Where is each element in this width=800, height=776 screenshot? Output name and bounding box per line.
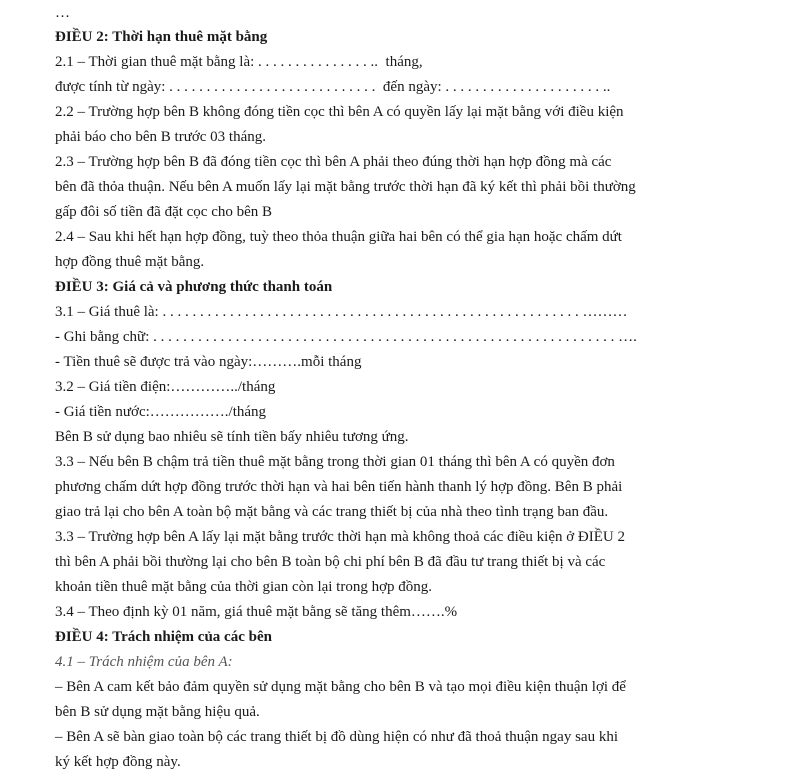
clause-3-3-line-3: giao trả lại cho bên A toàn bộ mặt bằng và các trang thiết bị của nhà theo tình trạng ban đầu. [55, 504, 609, 520]
clause-4-1-item-2-line-2: ký kết hợp đồng này. [55, 754, 181, 770]
clause-4-1-item-1-line-1: – Bên A cam kết bảo đảm quyền sử dụng mặt bằng cho bên B và tạo mọi điều kiện thuận lợi để [55, 679, 626, 695]
clause-2-1-line-2: được tính từ ngày: . . . . . . . . . . . . . . . . . . . . . . . . . . . . đến ngày: . . . . . . . . . . . . . . . . . . . . . .. [55, 79, 611, 95]
clause-3-1-rent-price: 3.1 – Giá thuê là: . . . . . . . . . . . . . . . . . . . . . . . . . . . . . . . . . . . . . . . . . . . . . . . . . . . . . . . . ……… [55, 304, 628, 320]
clause-4-1-item-2-line-1: – Bên A sẽ bàn giao toàn bộ các trang thiết bị đồ dùng hiện có như đã thoả thuận ngay sau khi [55, 729, 619, 745]
clause-3-3b-line-1: 3.3 – Trường hợp bên A lấy lại mặt bằng trước thời hạn mà không thoả các điều kiện ở ĐIỀU 2 [55, 529, 625, 545]
clause-4-1-subheading: 4.1 – Trách nhiệm của bên A: [55, 654, 233, 670]
clause-2-3-line-3: gấp đôi số tiền đã đặt cọc cho bên B [55, 204, 273, 220]
clause-3-3-line-2: phương chấm dứt hợp đồng trước thời hạn và hai bên tiến hành thanh lý hợp đồng. Bên B phải [55, 479, 623, 495]
clause-4-1-item-1-line-2: bên B sử dụng mặt bằng hiệu quả. [55, 704, 260, 720]
clause-3-3b-line-2: thì bên A phải bồi thường lại cho bên B toàn bộ chi phí bên B đã đầu tư trang thiết bị và các [55, 554, 606, 570]
clause-3-2-usage-note: Bên B sử dụng bao nhiêu sẽ tính tiền bấy nhiêu tương ứng. [55, 429, 409, 445]
clause-3-1-amount-in-words: - Ghi bằng chữ: . . . . . . . . . . . . . . . . . . . . . . . . . . . . . . . . . . . . . . . . . . . . . . . . . . . . . . . . . . . . . . …. [55, 329, 637, 345]
article-3-heading: ĐIỀU 3: Giá cả và phương thức thanh toán [55, 279, 333, 295]
article-2-heading: ĐIỀU 2: Thời hạn thuê mặt bằng [55, 29, 268, 45]
clause-2-3-line-2: bên đã thỏa thuận. Nếu bên A muốn lấy lại mặt bằng trước thời hạn đã ký kết thì phải bồi thường [55, 179, 636, 195]
clause-3-3b-line-3: khoản tiền thuê mặt bằng của thời gian còn lại trong hợp đồng. [55, 579, 433, 595]
ellipsis-marker: … [55, 5, 70, 21]
clause-3-2-water: - Giá tiền nước:……………./tháng [55, 404, 267, 420]
clause-2-4-line-1: 2.4 – Sau khi hết hạn hợp đồng, tuỳ theo thỏa thuận giữa hai bên có thể gia hạn hoặc chấm dứt [55, 229, 622, 245]
clause-2-2-line-1: 2.2 – Trường hợp bên B không đóng tiền cọc thì bên A có quyền lấy lại mặt bằng với điều kiện [55, 104, 624, 120]
clause-3-4: 3.4 – Theo định kỳ 01 năm, giá thuê mặt bằng sẽ tăng thêm…….% [55, 604, 458, 620]
clause-2-2-line-2: phải báo cho bên B trước 03 tháng. [55, 129, 267, 145]
clause-2-4-line-2: hợp đồng thuê mặt bằng. [55, 254, 205, 270]
clause-3-2-electricity: 3.2 – Giá tiền điện:…………../tháng [55, 379, 276, 395]
article-4-heading: ĐIỀU 4: Trách nhiệm của các bên [55, 629, 272, 645]
clause-2-1-line-1: 2.1 – Thời gian thuê mặt bằng là: . . . . . . . . . . . . . . . .. tháng, [55, 54, 423, 70]
clause-3-3-line-1: 3.3 – Nếu bên B chậm trả tiền thuê mặt bằng trong thời gian 01 tháng thì bên A có quyền đơn [55, 454, 615, 470]
clause-2-3-line-1: 2.3 – Trường hợp bên B đã đóng tiền cọc thì bên A phải theo đúng thời hạn hợp đồng mà các [55, 154, 612, 170]
clause-3-1-payment-day: - Tiền thuê sẽ được trả vào ngày:……….mỗi tháng [55, 354, 362, 370]
